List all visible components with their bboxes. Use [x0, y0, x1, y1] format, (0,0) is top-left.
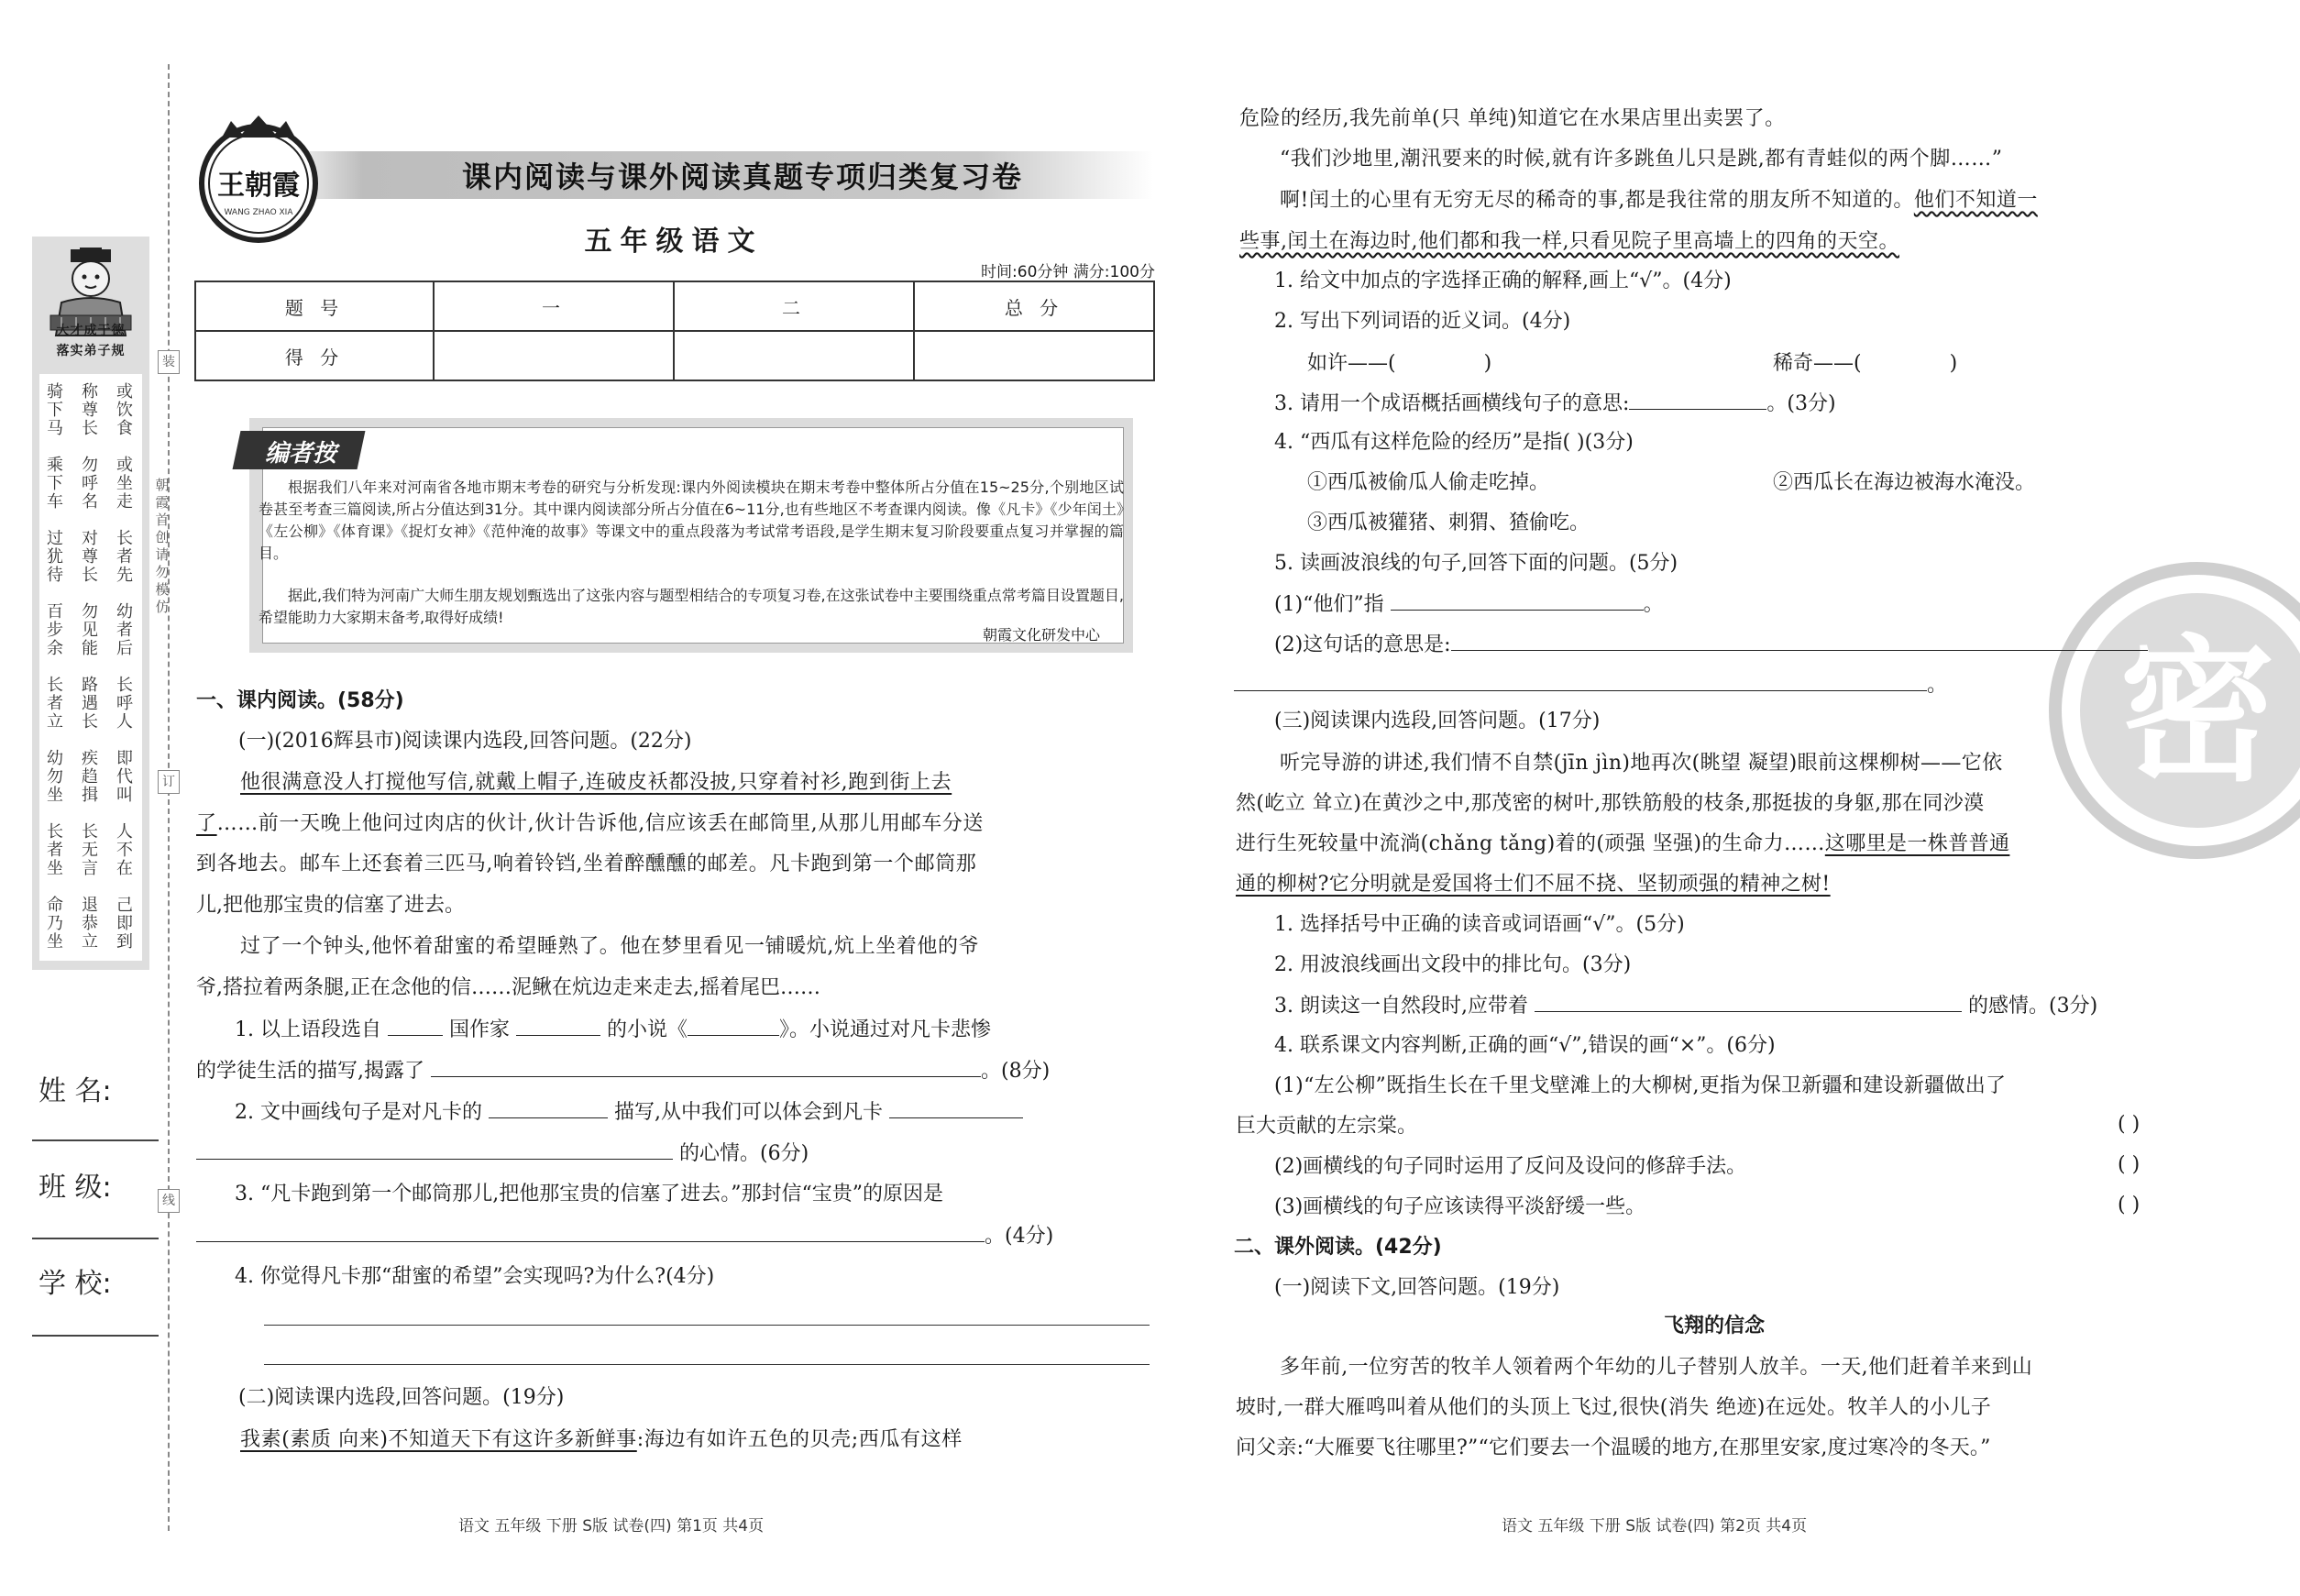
p2-question-5: 5. 读画波浪线的句子,回答下面的问题。(5分) [1274, 552, 1678, 575]
p2-question-5-1 [1274, 590, 1664, 619]
passage-text: :海边有如许五色的贝壳;西瓜有这样 [636, 1428, 963, 1451]
binding-cut-line [168, 64, 170, 1531]
part-1-heading: (一)(2016辉县市)阅读课内选段,回答问题。(22分) [238, 730, 692, 753]
question-4: 4. 你觉得凡卡那“甜蜜的希望”会实现吗?为什么?(4分) [235, 1265, 715, 1288]
question-text: 》。小说通过对凡卡悲惨 [779, 1018, 992, 1041]
passage-3-line [1239, 228, 1899, 256]
answer-blank[interactable] [688, 1016, 779, 1036]
question-text: ) [1949, 352, 1958, 375]
answer-blank[interactable] [431, 1057, 981, 1077]
answer-blank[interactable] [889, 1098, 1023, 1118]
binding-note: 朝霞首创 请勿模仿 [155, 477, 170, 615]
svg-text:密: 密 [2118, 622, 2276, 803]
answer-blank[interactable] [489, 1098, 608, 1118]
school-label: 学 校: [39, 1268, 112, 1300]
option-1[interactable]: ①西瓜被偷瓜人偷走吃掉。 [1307, 471, 1550, 494]
question-text: 。 [1643, 593, 1664, 616]
editor-note-para-2: 据此,我们特为河南广大师生朋友规划甄选出了这张内容与题型相结合的专项复习卷,在这张试卷中主要围绕重点常考篇目设置题目,希望能助力大家期末备考,取得好成绩! [259, 587, 1124, 626]
synonym-item-2 [1773, 349, 1957, 378]
score-table [194, 281, 1155, 381]
section-2-heading: 二、课外阅读。(42分) [1234, 1236, 1442, 1259]
exam-title: 课内阅读与课外阅读真题专项归类复习卷 [461, 160, 1023, 194]
p2-question-5-2 [1274, 631, 2148, 659]
underlined-sentence: 这哪里是一株普普通 [1824, 832, 2010, 855]
answer-blank[interactable] [1629, 390, 1766, 410]
confidential-stamp-icon [2046, 559, 2300, 862]
passage-2-line: 爷,搭拉着两条腿,正在念他的信……泥鳅在炕边走来走去,摇着尾巴…… [196, 976, 820, 999]
editor-note-signature: 朝霞文化研发中心 [982, 626, 1100, 644]
judge-item-3: (3)画横线的句子应该读得平淡舒缓一些。 [1274, 1195, 1646, 1218]
rule-phrase: 命乃坐 [47, 896, 63, 952]
question-text: 的感情。(3分) [1967, 995, 2098, 1018]
rule-phrase: 退恭立 [82, 896, 98, 952]
binding-mark-xian: 线 [158, 1189, 180, 1213]
passage-1-line [240, 769, 952, 797]
p3-question-3 [1274, 992, 2097, 1020]
judge-item-1-cont: 巨大贡献的左宗棠。 [1236, 1115, 1418, 1138]
question-2-cont [196, 1139, 809, 1168]
passage-3-line [1280, 187, 2038, 215]
score-cell-total[interactable] [914, 331, 1154, 380]
part-3-heading: (三)阅读课内选段,回答问题。(17分) [1274, 710, 1601, 732]
story-title: 飞翔的信念 [1663, 1315, 1765, 1337]
question-text: 的心情。(6分) [679, 1142, 809, 1165]
rule-phrase: 勿见能 [82, 602, 98, 658]
question-text: 。 [1927, 674, 1948, 697]
question-3-cont [196, 1222, 1053, 1250]
rule-phrase: 疾趋揖 [82, 749, 98, 805]
score-table-header-row [195, 281, 1154, 331]
name-field[interactable] [32, 1139, 159, 1141]
question-text: 国作家 [448, 1018, 510, 1041]
svg-text:WANG ZHAO XIA: WANG ZHAO XIA [224, 208, 293, 217]
answer-line[interactable] [264, 1364, 1150, 1365]
answer-blank[interactable] [1234, 671, 1927, 691]
moral-rules-panel [32, 237, 149, 970]
table-cell: 二 [674, 281, 914, 331]
rule-phrase: 己即到 [116, 896, 133, 952]
answer-line[interactable] [264, 1325, 1150, 1326]
score-cell-part1[interactable] [434, 331, 674, 380]
rule-phrase: 或坐走 [116, 456, 133, 512]
p2-question-2: 2. 写出下列词语的近义词。(4分) [1274, 310, 1571, 333]
option-3[interactable]: ③西瓜被獾猪、刺猬、猹偷吃。 [1307, 512, 1590, 534]
judge-answer-3[interactable]: ( ) [2118, 1194, 2140, 1216]
answer-blank[interactable] [1391, 590, 1644, 611]
story-line: 问父亲:“大雁要飞往哪里?”“它们要去一个温暖的地方,在那里安家,度过寒冷的冬天。” [1236, 1436, 1991, 1459]
question-text: 描写,从中我们可以体会到凡卡 [613, 1101, 883, 1124]
score-table-score-row [195, 331, 1154, 380]
wavy-sentence: 他们不知道一 [1913, 189, 2038, 212]
rule-phrase: 称尊长 [82, 382, 98, 438]
passage-4-line: 听完导游的讲述,我们情不自禁(jīn jìn)地再次(眺望 凝望)眼前这棵柳树——它依 [1280, 752, 2003, 775]
slogan-line-1: 大才成于德 [56, 324, 126, 338]
rule-phrase: 路遇长 [82, 676, 98, 732]
p3-question-2: 2. 用波浪线画出文段中的排比句。(3分) [1274, 953, 1632, 976]
p2-question-5-2-cont [1234, 671, 1947, 699]
p2-question-1: 1. 给文中加点的字选择正确的解释,画上“√”。(4分) [1274, 270, 1732, 292]
rule-phrase: 骑下马 [47, 382, 63, 438]
passage-1-line: 儿,把他那宝贵的信塞了进去。 [196, 894, 465, 917]
question-text: 稀奇——( [1773, 352, 1862, 375]
rule-phrase: 长者坐 [47, 822, 63, 878]
rule-phrase: 长者立 [47, 676, 63, 732]
judge-answer-2[interactable]: ( ) [2118, 1153, 2140, 1176]
editor-note-tag-label: 编者按 [264, 440, 336, 468]
story-line: 坡时,一群大雁鸣叫着从他们的头顶上飞过,很快(消失 绝迹)在远处。牧羊人的小儿子 [1236, 1396, 1992, 1419]
underlined-sentence: 通的柳树?它分明就是爱国将士们不屈不挠、坚韧顽强的精神之树! [1236, 873, 1831, 896]
question-text: 。(3分) [1766, 392, 1836, 415]
question-text: 3. 朗读这一自然段时,应带着 [1274, 995, 1528, 1018]
judge-answer-1[interactable]: ( ) [2118, 1113, 2140, 1136]
answer-blank[interactable] [516, 1016, 600, 1036]
name-label: 姓 名: [39, 1075, 112, 1107]
question-text: 3. 请用一个成语概括画横线句子的意思: [1274, 392, 1630, 415]
slogan-line-2: 落实弟子规 [56, 344, 126, 358]
passage-1-line: 到各地去。邮车上还套着三匹马,响着铃铛,坐着醉醺醺的邮差。凡卡跑到第一个邮筒那 [196, 853, 977, 875]
rule-phrase: 长无言 [82, 822, 98, 878]
p2-question-4: 4. “西瓜有这样危险的经历”是指( )(3分) [1274, 431, 1634, 454]
question-text: 1. 以上语段选自 [235, 1018, 381, 1041]
answer-blank[interactable] [1396, 349, 1484, 369]
passage-4-line: 然(屹立 耸立)在黄沙之中,那茂密的树叶,那铁筋般的枝条,那挺拔的身躯,那在同沙漠 [1236, 792, 1985, 815]
underlined-sentence: 他很满意没人打搅他写信,就戴上帽子,连破皮袄都没披,只穿着衬衫,跑到街上去 [240, 771, 952, 794]
table-cell: 总 分 [914, 281, 1154, 331]
question-2 [235, 1098, 1023, 1127]
rules-list [39, 374, 142, 961]
answer-blank[interactable] [196, 1222, 985, 1242]
editor-note-para-1: 根据我们八年来对河南省各地市期末考卷的研究与分析发现:课内外阅读模块在期末考卷中整体所占分值在15~25分,个别地区试卷甚至考查三篇阅读,所占分值达到31分。其中课内阅读部分所占分值在6~11分,也有些地区不考查课内阅读。像《凡卡》《少年闰土》《左公柳》《体育课》《捉灯女神》《范仲淹的故事》等课文中的重点段落为考试常考语段,是学生期末复习阶段要重点复习并掌握的篇目。 [259, 479, 1124, 562]
page-footer-2: 语文 五年级 下册 S版 试卷(四) 第2页 共4页 [1502, 1517, 1808, 1535]
passage-3-line: “我们沙地里,潮汛要来的时候,就有许多跳鱼儿只是跳,都有青蛙似的两个脚……” [1280, 148, 2003, 171]
passage-text: 进行生死较量中流淌(chǎng tǎng)着的(顽强 坚强)的生命力…… [1236, 832, 1825, 855]
passage-2-line: 过了一个钟头,他怀着甜蜜的希望睡熟了。他在梦里看见一铺暖炕,炕上坐着他的爷 [240, 935, 980, 958]
question-text: 。(8分) [981, 1060, 1051, 1083]
passage-3-line: 危险的经历,我先前单(只 单纯)知道它在水果店里出卖罢了。 [1239, 107, 1786, 130]
page-footer-1: 语文 五年级 下册 S版 试卷(四) 第1页 共4页 [458, 1517, 765, 1535]
rule-phrase: 长呼人 [116, 676, 133, 732]
question-text: 的小说《 [607, 1018, 688, 1041]
judge-item-1: (1)“左公柳”既指生长在千里戈壁滩上的大柳树,更指为保卫新疆和建设新疆做出了 [1274, 1074, 2007, 1097]
rule-phrase: 幼者后 [116, 602, 133, 658]
passage-4-line [1236, 831, 2009, 858]
svg-text:王朝霞: 王朝霞 [217, 170, 300, 202]
underlined-sentence-end: 了 [196, 812, 217, 835]
rule-phrase: 百步余 [47, 602, 63, 658]
question-text: 的学徒生活的描写,揭露了 [196, 1060, 424, 1083]
synonym-item-1 [1307, 349, 1491, 378]
rule-phrase: 过犹待 [47, 529, 63, 585]
rule-phrase: 长者先 [116, 529, 133, 585]
rule-phrase: 人不在 [116, 822, 133, 878]
p3-question-4: 4. 联系课文内容判断,正确的画“√”,错误的画“×”。(6分) [1274, 1034, 1776, 1057]
answer-blank[interactable] [1451, 631, 2148, 651]
section-1-heading: 一、课内阅读。(58分) [196, 689, 404, 712]
rule-phrase: 幼勿坐 [47, 749, 63, 805]
rule-phrase: 或饮食 [116, 382, 133, 438]
binding-mark-ding: 订 [158, 770, 180, 794]
question-3: 3. “凡卡跑到第一个邮筒那儿,把他那宝贵的信塞了进去。”那封信“宝贵”的原因是 [235, 1183, 943, 1205]
part-2-heading: (二)阅读课内选段,回答问题。(19分) [238, 1386, 565, 1409]
question-1-cont [196, 1057, 1050, 1085]
answer-blank[interactable] [1535, 992, 1962, 1012]
story-line: 多年前,一位穷苦的牧羊人领着两个年幼的儿子替别人放羊。一天,他们赶着羊来到山 [1280, 1356, 2033, 1379]
table-cell: 得 分 [195, 331, 434, 380]
passage-text: ……前一天晚上他问过肉店的伙计,伙计告诉他,信应该丢在邮筒里,从那儿用邮车分送 [216, 812, 984, 835]
question-text: (2)这句话的意思是: [1274, 633, 1451, 656]
answer-blank[interactable] [1862, 349, 1950, 369]
passage-3-line [240, 1426, 963, 1454]
grade-subject: 五年级语文 [584, 226, 764, 258]
question-text: 如许——( [1307, 352, 1396, 375]
binding-mark-zhuang: 装 [158, 350, 180, 374]
score-cell-part2[interactable] [674, 331, 914, 380]
answer-blank[interactable] [196, 1139, 673, 1160]
question-text: 2. 文中画线句子是对凡卡的 [235, 1101, 482, 1124]
passage-4-line [1236, 871, 1831, 898]
rule-phrase: 乘下车 [47, 456, 63, 512]
class-label: 班 级: [39, 1172, 112, 1204]
extra-part-1-heading: (一)阅读下文,回答问题。(19分) [1274, 1276, 1560, 1299]
question-text: 。(4分) [985, 1225, 1054, 1248]
passage-text: 啊!闰土的心里有无穷无尽的稀奇的事,都是我往常的朋友所不知道的。 [1280, 189, 1914, 212]
wavy-sentence: 些事,闰土在海边时,他们都和我一样,只看见院子里高墙上的四角的天空。 [1239, 230, 1899, 253]
judge-item-2: (2)画横线的句子同时运用了反问及设问的修辞手法。 [1274, 1155, 1747, 1178]
underlined-sentence: 我素(素质 向来)不知道天下有这许多新鲜事 [240, 1428, 637, 1451]
time-info: 时间:60分钟 满分:100分 [981, 263, 1155, 281]
class-field[interactable] [32, 1238, 159, 1239]
answer-blank[interactable] [388, 1016, 443, 1036]
question-1 [235, 1016, 991, 1044]
question-text: ) [1483, 352, 1492, 375]
p2-question-3 [1274, 390, 1836, 418]
option-2[interactable]: ②西瓜长在海边被海水淹没。 [1773, 471, 2036, 494]
rule-phrase: 对尊长 [82, 529, 98, 585]
table-cell: 题 号 [195, 281, 434, 331]
p3-question-1: 1. 选择括号中正确的读音或词语画“√”。(5分) [1274, 913, 1685, 936]
school-field[interactable] [32, 1335, 159, 1337]
table-cell: 一 [434, 281, 674, 331]
question-text: (1)“他们”指 [1274, 593, 1384, 616]
rule-phrase: 即代叫 [116, 749, 133, 805]
passage-1-line [196, 810, 984, 838]
rule-phrase: 勿呼名 [82, 456, 98, 512]
